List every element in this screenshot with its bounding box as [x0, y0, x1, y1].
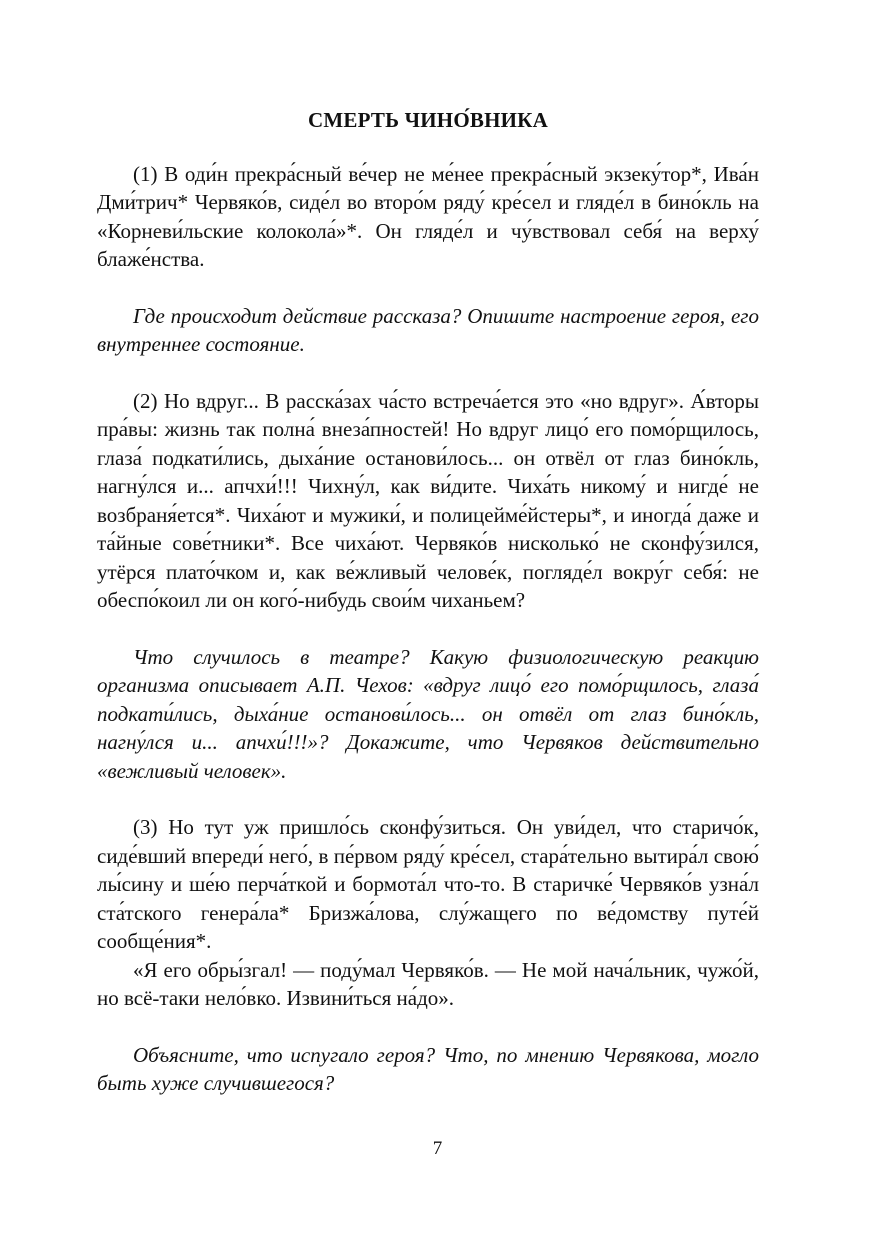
story-paragraph-2: (2) Но вдруг... В расска́зах ча́сто встреча́ется это «но вдруг». А́вторы пра́вы: жизнь так полна́ внеза́пностей! Но вдруг лицо́ его помо́рщилось, глаза́ подкати́лись, дыха́ние останови́лось... он отвёл от глаз бино́кль, нагну́лся и... апчхи́!!! Чихну́л, как ви́дите. Чиха́ть никому́ и нигде́ не возбраня́ется*. Чиха́ют и мужики́, и полицейме́йстеры*, и иногда́ даже и та́йные сове́тники*. Все чиха́ют. Червяко́в нисколько́ не сконфу́зился, утёрся плато́чком и, как ве́жливый челове́к, погляде́л вокру́г себя́: не обеспо́коил ли он кого́-нибудь свои́м чиханьем? [97, 388, 759, 612]
story-paragraph-3a: (3) Но тут уж пришло́сь сконфу́зиться. Он уви́дел, что старичо́к, сиде́вший впереди́ него́, в пе́рвом ряду́ кре́сел, стара́тельно вытира́л свою́ лы́сину и ше́ю перча́ткой и бормота́л что-то. В старичке́ Червяко́в узна́л ста́тского генера́ла* Бризжа́лова, слу́жащего по ве́домству путе́й сообще́ния*. [97, 815, 759, 953]
question-1: Где происходит действие рассказа? Опишите настроение героя, его внутреннее состояние. [97, 303, 759, 356]
page-number: 7 [432, 1138, 443, 1159]
spacer [97, 1013, 759, 1041]
spacer [97, 359, 759, 387]
spacer [97, 785, 759, 813]
question-3: Объясните, что испугало героя? Что, по мнению Червякова, могло быть хуже случившегося? [97, 1042, 759, 1095]
spacer [97, 615, 759, 643]
story-title: СМЕРТЬ ЧИНО́ВНИКА [308, 108, 548, 132]
spacer [97, 274, 759, 302]
question-2: Что случилось в театре? Какую физиологическую реакцию организма описывает А.П. Чехов: «вдруг лицо́ его помо́рщилось, глаза́ подкати́лись, дыха́ние останови́лось... он отвёл от глаз бино́кль, нагну́лся и... апчхи́!!!»? Докажите, что Червяков действительно «вежливый человек». [97, 644, 759, 783]
document-page [97, 106, 759, 1098]
story-paragraph-1: (1) В оди́н прекра́сный ве́чер не ме́нее прекра́сный экзеку́тор*, Ива́н Дми́трич* Червяко́в, сиде́л во второ́м ряду́ кре́сел и гляде́л в бино́кль на «Корневи́льские колокола́»*. Он гляде́л и чу́вствовал себя́ на верху́ блаже́нства. [97, 161, 759, 271]
story-paragraph-3b: «Я его обры́згал! — поду́мал Червяко́в. — Не мой нача́льник, чужо́й, но всё-таки нело́вко. Извини́ться на́до». [97, 957, 759, 1010]
